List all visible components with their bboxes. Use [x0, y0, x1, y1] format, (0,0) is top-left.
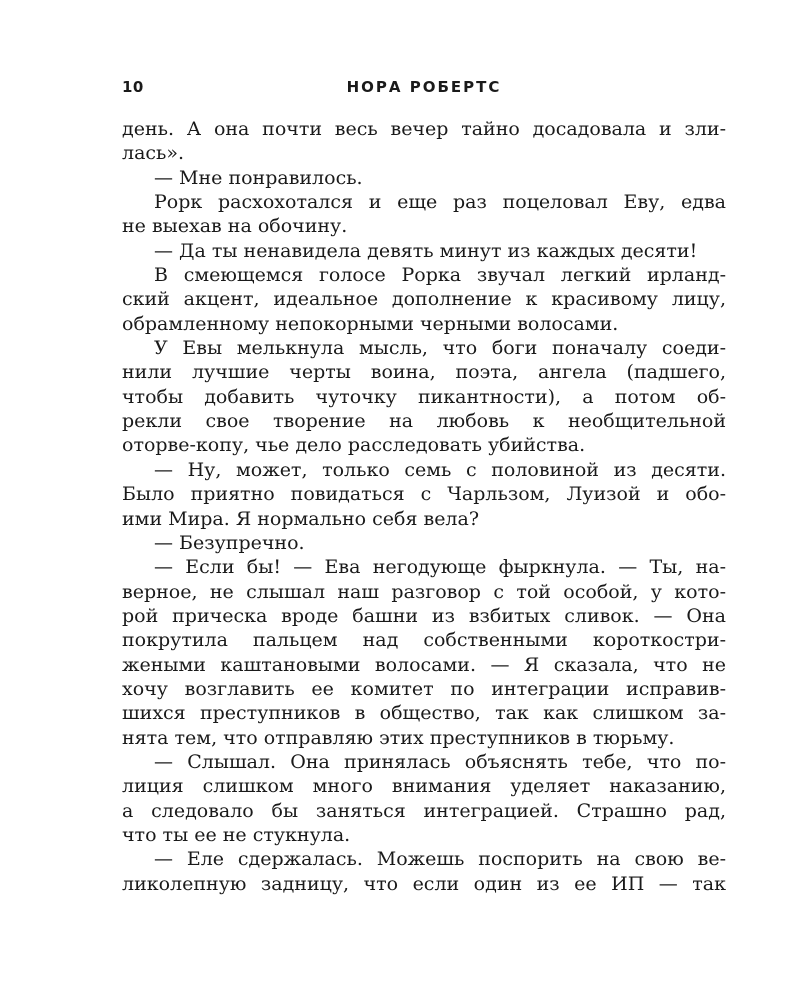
text-line: У Евы мелькнула мысль, что боги поначалу соеди-: [154, 337, 726, 360]
text-line: — Если бы! — Ева негодующе фыркнула. — Ты, на-: [154, 556, 726, 579]
text-line: — Да ты ненавидела девять минут из каждых десяти!: [154, 239, 698, 262]
text-line: — Безупречно.: [154, 531, 305, 554]
text-line: шихся преступников в общество, так как слишком за-: [122, 702, 726, 725]
text-line: — Еле сдержалась. Можешь поспорить на свою ве-: [154, 848, 726, 871]
text-line: рой прическа вроде башни из взбитых сливок. — Она: [122, 604, 726, 627]
text-line: Рорк расхохотался и еще раз поцеловал Еву, едва: [154, 191, 726, 214]
text-line: нили лучшие черты воина, поэта, ангела (падшего,: [122, 361, 726, 384]
text-line: ский акцент, идеальное дополнение к красивому лицу,: [122, 288, 726, 311]
text-line: хочу возглавить ее комитет по интеграции исправив-: [122, 677, 726, 700]
text-line: что ты ее не стукнула.: [122, 823, 351, 846]
page-header: [122, 78, 726, 100]
text-line: лиция слишком много внимания уделяет наказанию,: [122, 775, 726, 798]
text-line: — Ну, может, только семь с половиной из десяти.: [154, 458, 726, 481]
text-line: оторве-копу, чье дело расследовать убийства.: [122, 434, 586, 457]
running-head: НОРА РОБЕРТС: [346, 78, 502, 96]
text-line: — Мне понравилось.: [154, 166, 363, 189]
text-line: — Слышал. Она принялась объяснять тебе, что по-: [154, 750, 726, 773]
text-line: чтобы добавить чуточку пикантности), а потом об-: [122, 385, 726, 408]
text-line: а следовало бы заняться интеграцией. Страшно рад,: [122, 799, 726, 822]
text-line: ими Мира. Я нормально себя вела?: [122, 507, 480, 530]
text-line: верное, не слышал наш разговор с той особой, у кото-: [122, 580, 726, 603]
text-line: рекли свое творение на любовь к необщительной: [122, 410, 726, 433]
text-line: В смеющемся голосе Рорка звучал легкий ирланд-: [154, 264, 726, 287]
text-line: день. А она почти весь вечер тайно досадовала и зли-: [122, 118, 726, 140]
text-line: обрамленному непокорными черными волосами.: [122, 312, 619, 335]
text-line: покрутила пальцем над собственными короткостри-: [122, 629, 726, 652]
text-line: нята тем, что отправляю этих преступников в тюрьму.: [122, 726, 675, 749]
body-text: [122, 117, 726, 896]
text-line: ликолепную задницу, что если один из ее ИП — так: [122, 872, 726, 895]
page-number: 10: [122, 78, 144, 96]
text-line: лась».: [122, 142, 185, 165]
text-line: Было приятно повидаться с Чарльзом, Луизой и обо-: [122, 483, 726, 506]
text-line: не выехав на обочину.: [122, 215, 348, 238]
text-line: жеными каштановыми волосами. — Я сказала, что не: [122, 653, 726, 676]
